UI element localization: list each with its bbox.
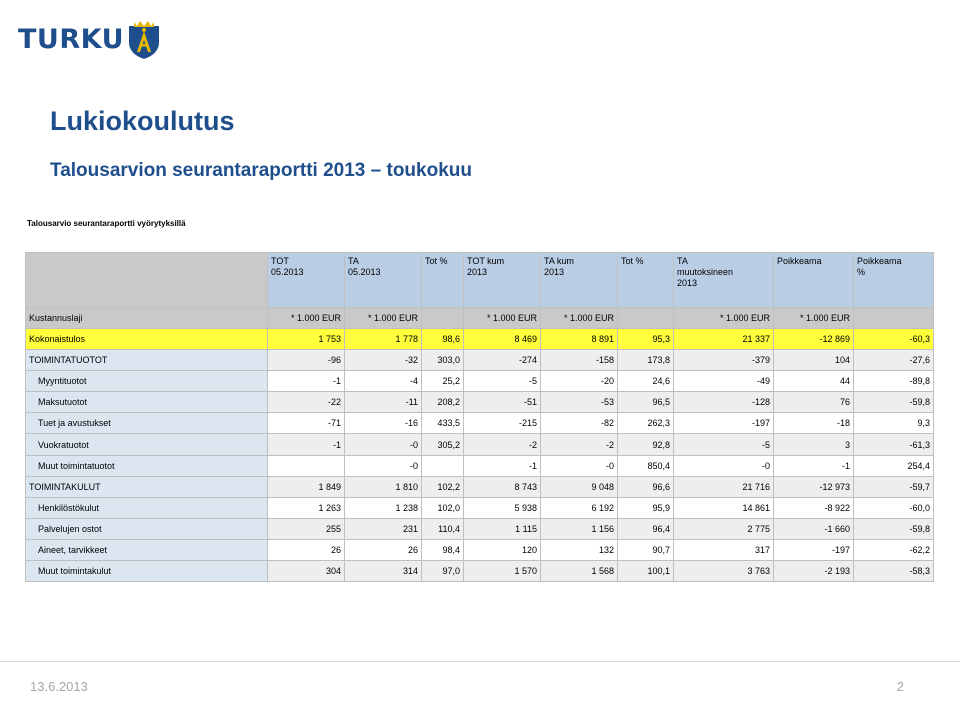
column-header-label: TOT 05.2013 [271,256,304,277]
row-label: Vuokratuotot [26,434,268,455]
table-cell: 304 [268,561,345,582]
table-cell: -18 [774,413,854,434]
table-cell: 254,4 [854,455,934,476]
table-cell: -1 [464,455,541,476]
table-cell: 96,4 [618,518,674,539]
row-label: TOIMINTATUOTOT [26,350,268,371]
unit-cell: * 1.000 EUR [541,308,618,329]
row-label: Kokonaistulos [26,329,268,350]
table-row [26,413,934,434]
table-cell: 110,4 [422,518,464,539]
turku-logo [18,18,168,62]
table-cell: 1 849 [268,476,345,497]
table-cell: -0 [345,434,422,455]
table-cell: 1 570 [464,561,541,582]
table-cell: -2 [541,434,618,455]
table-cell: 104 [774,350,854,371]
unit-cell: * 1.000 EUR [464,308,541,329]
table-cell: 9,3 [854,413,934,434]
table-cell: -197 [774,539,854,560]
column-header-label: Poikkeama % [857,256,902,277]
footer-date: 13.6.2013 [30,679,88,694]
table-cell: -2 193 [774,561,854,582]
column-header-label: Tot % [621,256,644,266]
table-cell: -379 [674,350,774,371]
table-cell: -0 [541,455,618,476]
table-cell: -82 [541,413,618,434]
row-label: Muut toimintakulut [26,561,268,582]
row-label: Myyntituotot [26,371,268,392]
table-cell: -8 922 [774,497,854,518]
page-subtitle: Talousarvion seurantaraportti 2013 – toukokuu [50,160,472,181]
row-label: Maksutuotot [26,392,268,413]
table-cell: 5 938 [464,497,541,518]
table-cell: -58,3 [854,561,934,582]
unit-cell: * 1.000 EUR [268,308,345,329]
table-cell: 14 861 [674,497,774,518]
page-title: Lukiokoulutus [50,106,235,136]
table-cell: -71 [268,413,345,434]
table-cell: 96,5 [618,392,674,413]
column-header-label: Tot % [425,256,448,266]
table-cell: -5 [464,371,541,392]
table-cell: 8 743 [464,476,541,497]
table-cell: -61,3 [854,434,934,455]
table-cell: -62,2 [854,539,934,560]
table-cell [268,455,345,476]
column-header [854,253,934,308]
table-cell: 9 048 [541,476,618,497]
table-cell: 6 192 [541,497,618,518]
unit-cell: * 1.000 EUR [674,308,774,329]
table-cell: -274 [464,350,541,371]
row-label: TOIMINTAKULUT [26,476,268,497]
table-cell: -59,8 [854,518,934,539]
table-cell: -12 973 [774,476,854,497]
column-header [674,253,774,308]
table-row [26,539,934,560]
table-row [26,371,934,392]
table-row [26,497,934,518]
table-cell: -0 [674,455,774,476]
unit-cell [854,308,934,329]
table-row [26,561,934,582]
table-cell: 21 716 [674,476,774,497]
column-header-label: Poikkeama [777,256,822,266]
unit-cell: * 1.000 EUR [345,308,422,329]
table-row [26,455,934,476]
table-cell: -22 [268,392,345,413]
column-header-label: TA muutoksineen 2013 [677,256,734,288]
table-row [26,329,934,350]
table-cell: 3 [774,434,854,455]
column-header [618,253,674,308]
table-cell: -59,8 [854,392,934,413]
table-cell: 2 775 [674,518,774,539]
table-cell: -158 [541,350,618,371]
table-cell: -27,6 [854,350,934,371]
table-cell: -1 [268,371,345,392]
unit-cell [422,308,464,329]
table-cell: 98,4 [422,539,464,560]
table-cell: 100,1 [618,561,674,582]
table-cell: 1 156 [541,518,618,539]
table-cell: -4 [345,371,422,392]
table-cell: 24,6 [618,371,674,392]
table-cell: 120 [464,539,541,560]
table-cell: -12 869 [774,329,854,350]
table-cell: -51 [464,392,541,413]
table-header-row [26,253,934,308]
table-cell: 95,3 [618,329,674,350]
table-cell: 3 763 [674,561,774,582]
table-cell: -59,7 [854,476,934,497]
table-cell: 1 753 [268,329,345,350]
table-cell: 102,2 [422,476,464,497]
table-cell: 1 810 [345,476,422,497]
table-row [26,518,934,539]
table-cell: -1 660 [774,518,854,539]
column-header [268,253,345,308]
table-cell: -53 [541,392,618,413]
units-row [26,308,934,329]
table-cell: 208,2 [422,392,464,413]
table-cell: 8 469 [464,329,541,350]
table-cell: 92,8 [618,434,674,455]
row-label: Palvelujen ostot [26,518,268,539]
table-cell: 1 115 [464,518,541,539]
table-cell: -49 [674,371,774,392]
table-cell: 132 [541,539,618,560]
table-row [26,350,934,371]
table-cell: -32 [345,350,422,371]
table-cell: -128 [674,392,774,413]
column-header-label: TA 05.2013 [348,256,381,277]
unit-cell [618,308,674,329]
table-cell: 96,6 [618,476,674,497]
row-label: Tuet ja avustukset [26,413,268,434]
column-header-label: TA kum 2013 [544,256,574,277]
row-label: Henkilöstökulut [26,497,268,518]
table-cell: -89,8 [854,371,934,392]
table-cell: -60,0 [854,497,934,518]
report-caption: Talousarvio seurantaraportti vyörytyksillä [27,219,186,228]
table-cell: -11 [345,392,422,413]
table-cell: -60,3 [854,329,934,350]
table-cell: 44 [774,371,854,392]
report-table-body [26,253,934,582]
logo-text: TURKU [18,24,125,55]
column-header [422,253,464,308]
table-cell: 317 [674,539,774,560]
table-cell: 1 778 [345,329,422,350]
page-number: 2 [896,679,904,694]
table-cell: -20 [541,371,618,392]
table-cell: 173,8 [618,350,674,371]
column-header-label: TOT kum 2013 [467,256,505,277]
footer-divider [0,661,960,662]
table-cell: -16 [345,413,422,434]
table-cell: 303,0 [422,350,464,371]
table-cell: 433,5 [422,413,464,434]
table-cell: -2 [464,434,541,455]
table-cell: 231 [345,518,422,539]
table-cell: 1 238 [345,497,422,518]
column-header [774,253,854,308]
units-label: Kustannuslaji [26,308,268,329]
table-cell: 90,7 [618,539,674,560]
row-label: Aineet, tarvikkeet [26,539,268,560]
table-cell: 25,2 [422,371,464,392]
table-cell: 1 263 [268,497,345,518]
table-cell: 255 [268,518,345,539]
table-cell: -215 [464,413,541,434]
table-cell: 314 [345,561,422,582]
row-label: Muut toimintatuotot [26,455,268,476]
table-cell: -0 [345,455,422,476]
table-cell: -96 [268,350,345,371]
coat-of-arms-icon [126,18,162,60]
table-cell: 21 337 [674,329,774,350]
table-cell: 102,0 [422,497,464,518]
table-cell: 97,0 [422,561,464,582]
table-cell: -1 [268,434,345,455]
column-header [345,253,422,308]
table-cell: 850,4 [618,455,674,476]
table-row [26,476,934,497]
column-header [541,253,618,308]
table-cell [422,455,464,476]
table-cell: 262,3 [618,413,674,434]
budget-report-table [25,252,934,582]
table-row [26,434,934,455]
table-row [26,392,934,413]
table-cell: 1 568 [541,561,618,582]
table-cell: 305,2 [422,434,464,455]
table-cell: 98,6 [422,329,464,350]
table-cell: 26 [268,539,345,560]
table-cell: -1 [774,455,854,476]
table-cell: 8 891 [541,329,618,350]
table-cell: -197 [674,413,774,434]
column-header [464,253,541,308]
table-cell: 76 [774,392,854,413]
table-cell: 26 [345,539,422,560]
unit-cell: * 1.000 EUR [774,308,854,329]
header-blank-cell [26,253,268,308]
table-cell: 95,9 [618,497,674,518]
table-cell: -5 [674,434,774,455]
